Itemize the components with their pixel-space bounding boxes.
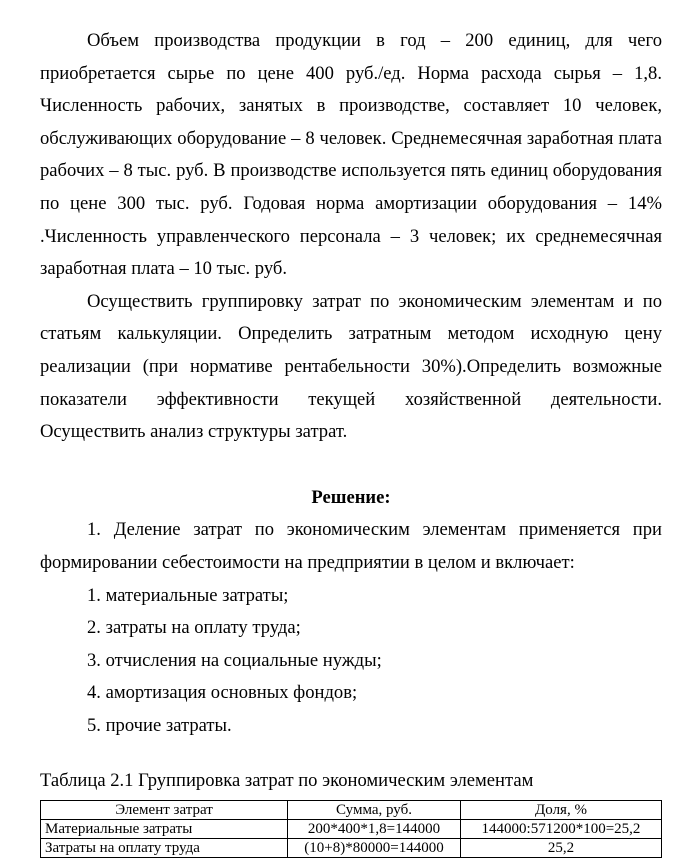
spacer (40, 449, 662, 482)
solution-heading: Решение: (311, 486, 391, 508)
table-row (41, 839, 662, 858)
table-cell: Материальные затраты (41, 820, 288, 839)
table-header-cell: Элемент затрат (41, 801, 288, 820)
list-item: 5. прочие затраты. (87, 714, 232, 736)
table-cell: 144000:571200*100=25,2 (461, 820, 662, 839)
table-header-row (41, 801, 662, 820)
table-header-cell: Сумма, руб. (288, 801, 461, 820)
document-page (40, 25, 662, 742)
table-header-cell: Доля, % (461, 801, 662, 820)
list-item: 2. затраты на оплату труда; (87, 617, 301, 639)
table-row (41, 820, 662, 839)
list-item: 4. амортизация основных фондов; (87, 682, 358, 704)
table-cell: 200*400*1,8=144000 (288, 820, 461, 839)
table-cell: 25,2 (461, 839, 662, 858)
cost-elements-list (40, 580, 662, 743)
table-cell: Затраты на оплату труда (41, 839, 288, 858)
cost-table (40, 800, 662, 858)
problem-paragraph-2: Осуществить группировку затрат по экономическим элементам и по статьям калькуляции. Определить затратным методом исходную цену реализации (при нормативе рентабельности 30%).Определить возможные показатели эффективности текущей хозяйственной деятельности. Осуществить анализ структуры затрат. (40, 290, 662, 443)
problem-paragraph-1: Объем производства продукции в год – 200 единиц, для чего приобретается сырье по цене 400 руб./ед. Норма расхода сырья – 1,8. Численность рабочих, занятых в производстве, составляет 10 человек, обслуживающих оборудование – 8 человек. Среднемесячная заработная плата рабочих – 8 тыс. руб. В производстве используется пять единиц оборудования по цене 300 тыс. руб. Годовая норма амортизации оборудования – 14% .Численность управленческого персонала – 3 человек; их среднемесячная заработная плата – 10 тыс. руб. (40, 30, 662, 280)
list-item: 1. материальные затраты; (87, 584, 289, 606)
table-caption: Таблица 2.1 Группировка затрат по экономическим элементам (40, 770, 534, 791)
table-cell: (10+8)*80000=144000 (288, 839, 461, 858)
list-item: 3. отчисления на социальные нужды; (87, 649, 382, 671)
solution-intro: 1. Деление затрат по экономическим элементам применяется при формировании себестоимости на предприятии в целом и включает: (40, 519, 662, 573)
